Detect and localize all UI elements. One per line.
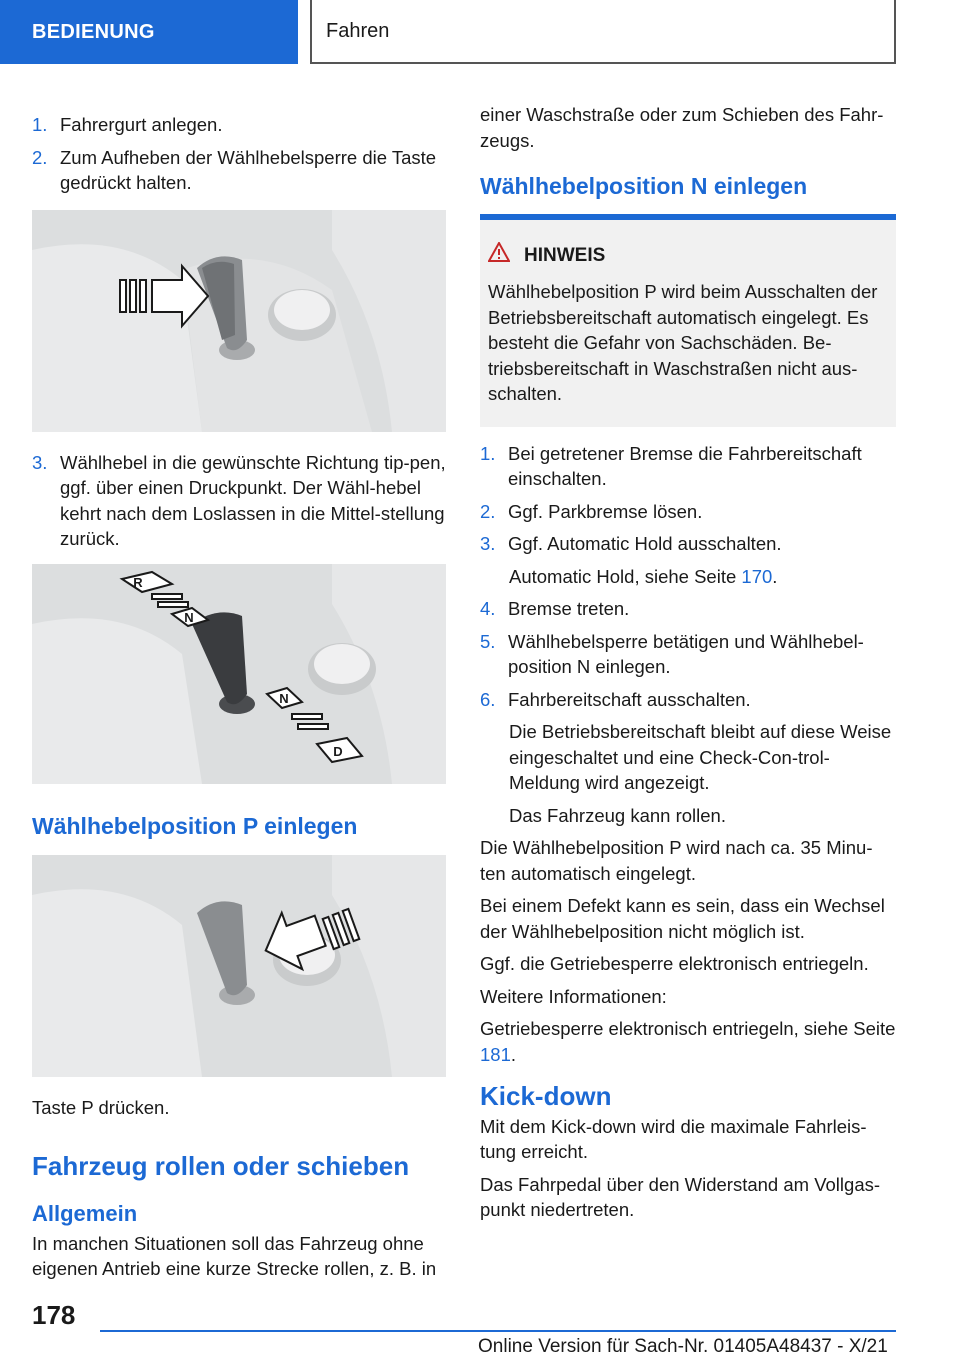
body-text: Bei einem Defekt kann es sein, dass ein Wechsel der Wählhebelposition nicht möglich ist. <box>480 895 885 942</box>
body-text: Das Fahrpedal über den Widerstand am Vollgas-punkt niedertreten. <box>480 1173 881 1220</box>
right-column <box>480 102 896 1230</box>
body-text: einer Waschstraße oder zum Schieben des Fahr-zeugs. <box>480 104 884 151</box>
chapter-tab <box>310 0 896 64</box>
step-number: 6. <box>480 688 496 710</box>
list-item <box>480 499 896 525</box>
body-text: Ggf. die Getriebesperre elektronisch entriegeln. <box>480 953 869 974</box>
figure-label-d: D <box>333 743 343 759</box>
step-number: 1. <box>32 114 48 135</box>
list-item <box>480 531 896 557</box>
section-heading: Kick-down <box>480 1081 612 1111</box>
step-text: Fahrbereitschaft ausschalten. <box>508 688 751 710</box>
footer-divider <box>100 1330 896 1332</box>
notice-title <box>488 242 888 270</box>
step-text: Ggf. Automatic Hold ausschalten. <box>508 533 782 554</box>
notice-title-text: HINWEIS <box>524 244 606 266</box>
body-text: In manchen Situationen soll das Fahrzeug ohne eigenen Antrieb eine kurze Strecke rollen, z. B. in <box>32 1232 437 1279</box>
subsection-heading: Allgemein <box>32 1201 138 1226</box>
body-text: Mit dem Kick-down wird die maximale Fahrleis-tung erreicht. <box>480 1115 867 1162</box>
step-text: Bei getretener Bremse die Fahrbereitschaft einschalten. <box>508 442 862 489</box>
page-link-181[interactable]: 181 <box>480 1043 511 1065</box>
chapter-label: Fahren <box>326 19 390 42</box>
illustration-p-button <box>32 855 446 1077</box>
step-number: 1. <box>480 442 496 464</box>
notice-text: Wählhebelposition P wird beim Ausschalten der Betriebsbereitschaft automatisch eingelegt. Es besteht die Gefahr von Sachschäden. Be-triebsbereitschaft in Waschstraßen nicht aus-schalten. <box>488 281 878 404</box>
reference-end: . <box>510 1043 517 1065</box>
step-text: Fahrergurt anlegen. <box>60 114 223 135</box>
notice-box <box>480 220 896 427</box>
illustration-selector-directions <box>32 564 446 784</box>
step-number: 3. <box>480 533 496 554</box>
section-tab <box>0 0 298 64</box>
body-text: Die Wählhebelposition P wird nach ca. 35 Minu-ten automatisch eingelegt. <box>480 837 873 884</box>
list-item <box>480 441 896 492</box>
section-heading: Wählhebelposition N einlegen <box>480 173 808 199</box>
left-column <box>32 112 446 1289</box>
list-item <box>480 687 896 713</box>
step-text: Wählhebel in die gewünschte Richtung tip-pen, ggf. über einen Druckpunkt. Der Wähl-hebel kehrt nach dem Loslassen in die Mittel-stellung zurück. <box>60 451 446 549</box>
cross-reference <box>480 1016 896 1067</box>
step-number: 4. <box>480 598 496 619</box>
section-heading: Wählhebelposition P einlegen <box>32 812 358 839</box>
figure-label-n-bottom: N <box>279 690 289 706</box>
illustration-selector-unlock <box>32 210 446 432</box>
step-text: Bremse treten. <box>508 598 630 619</box>
page-link-170[interactable]: 170 <box>741 565 773 587</box>
cross-reference: Automatic Hold, siehe Seite 170. <box>509 565 778 587</box>
list-item <box>32 145 446 196</box>
footer-text: Online Version für Sach-Nr. 01405A48437 - X/21 <box>478 1336 888 1357</box>
reference-text: Getriebesperre elektronisch entriegeln, siehe Seite <box>480 1018 896 1039</box>
step-text: Ggf. Parkbremse lösen. <box>508 500 703 522</box>
section-heading: Fahrzeug rollen oder schieben <box>32 1150 410 1181</box>
step-number: 3. <box>32 451 48 473</box>
step-number: 5. <box>480 630 496 652</box>
step-text: Wählhebelsperre betätigen und Wählhebel-position N einlegen. <box>508 630 864 677</box>
page-number: 178 <box>32 1300 76 1330</box>
list-item <box>480 629 896 680</box>
warning-icon <box>488 242 524 270</box>
figure-label-n-top: N <box>184 609 194 625</box>
step-number: 2. <box>480 500 496 522</box>
step-number: 2. <box>32 146 48 168</box>
step-text: Zum Aufheben der Wählhebelsperre die Taste gedrückt halten. <box>60 146 437 193</box>
list-item <box>32 450 446 552</box>
reference-text: Automatic Hold, siehe Seite <box>509 565 742 587</box>
section-label: BEDIENUNG <box>32 20 155 43</box>
list-item <box>32 112 446 138</box>
step-detail: Das Fahrzeug kann rollen. <box>509 804 726 826</box>
step-detail: Die Betriebsbereitschaft bleibt auf diese Weise eingeschaltet und eine Check-Con-trol-Meldung wird angezeigt. <box>509 721 892 793</box>
list-item <box>480 596 896 622</box>
body-text: Weitere Informationen: <box>480 985 667 1007</box>
instruction-text: Taste P drücken. <box>32 1097 170 1118</box>
figure-label-r: R <box>133 574 143 590</box>
